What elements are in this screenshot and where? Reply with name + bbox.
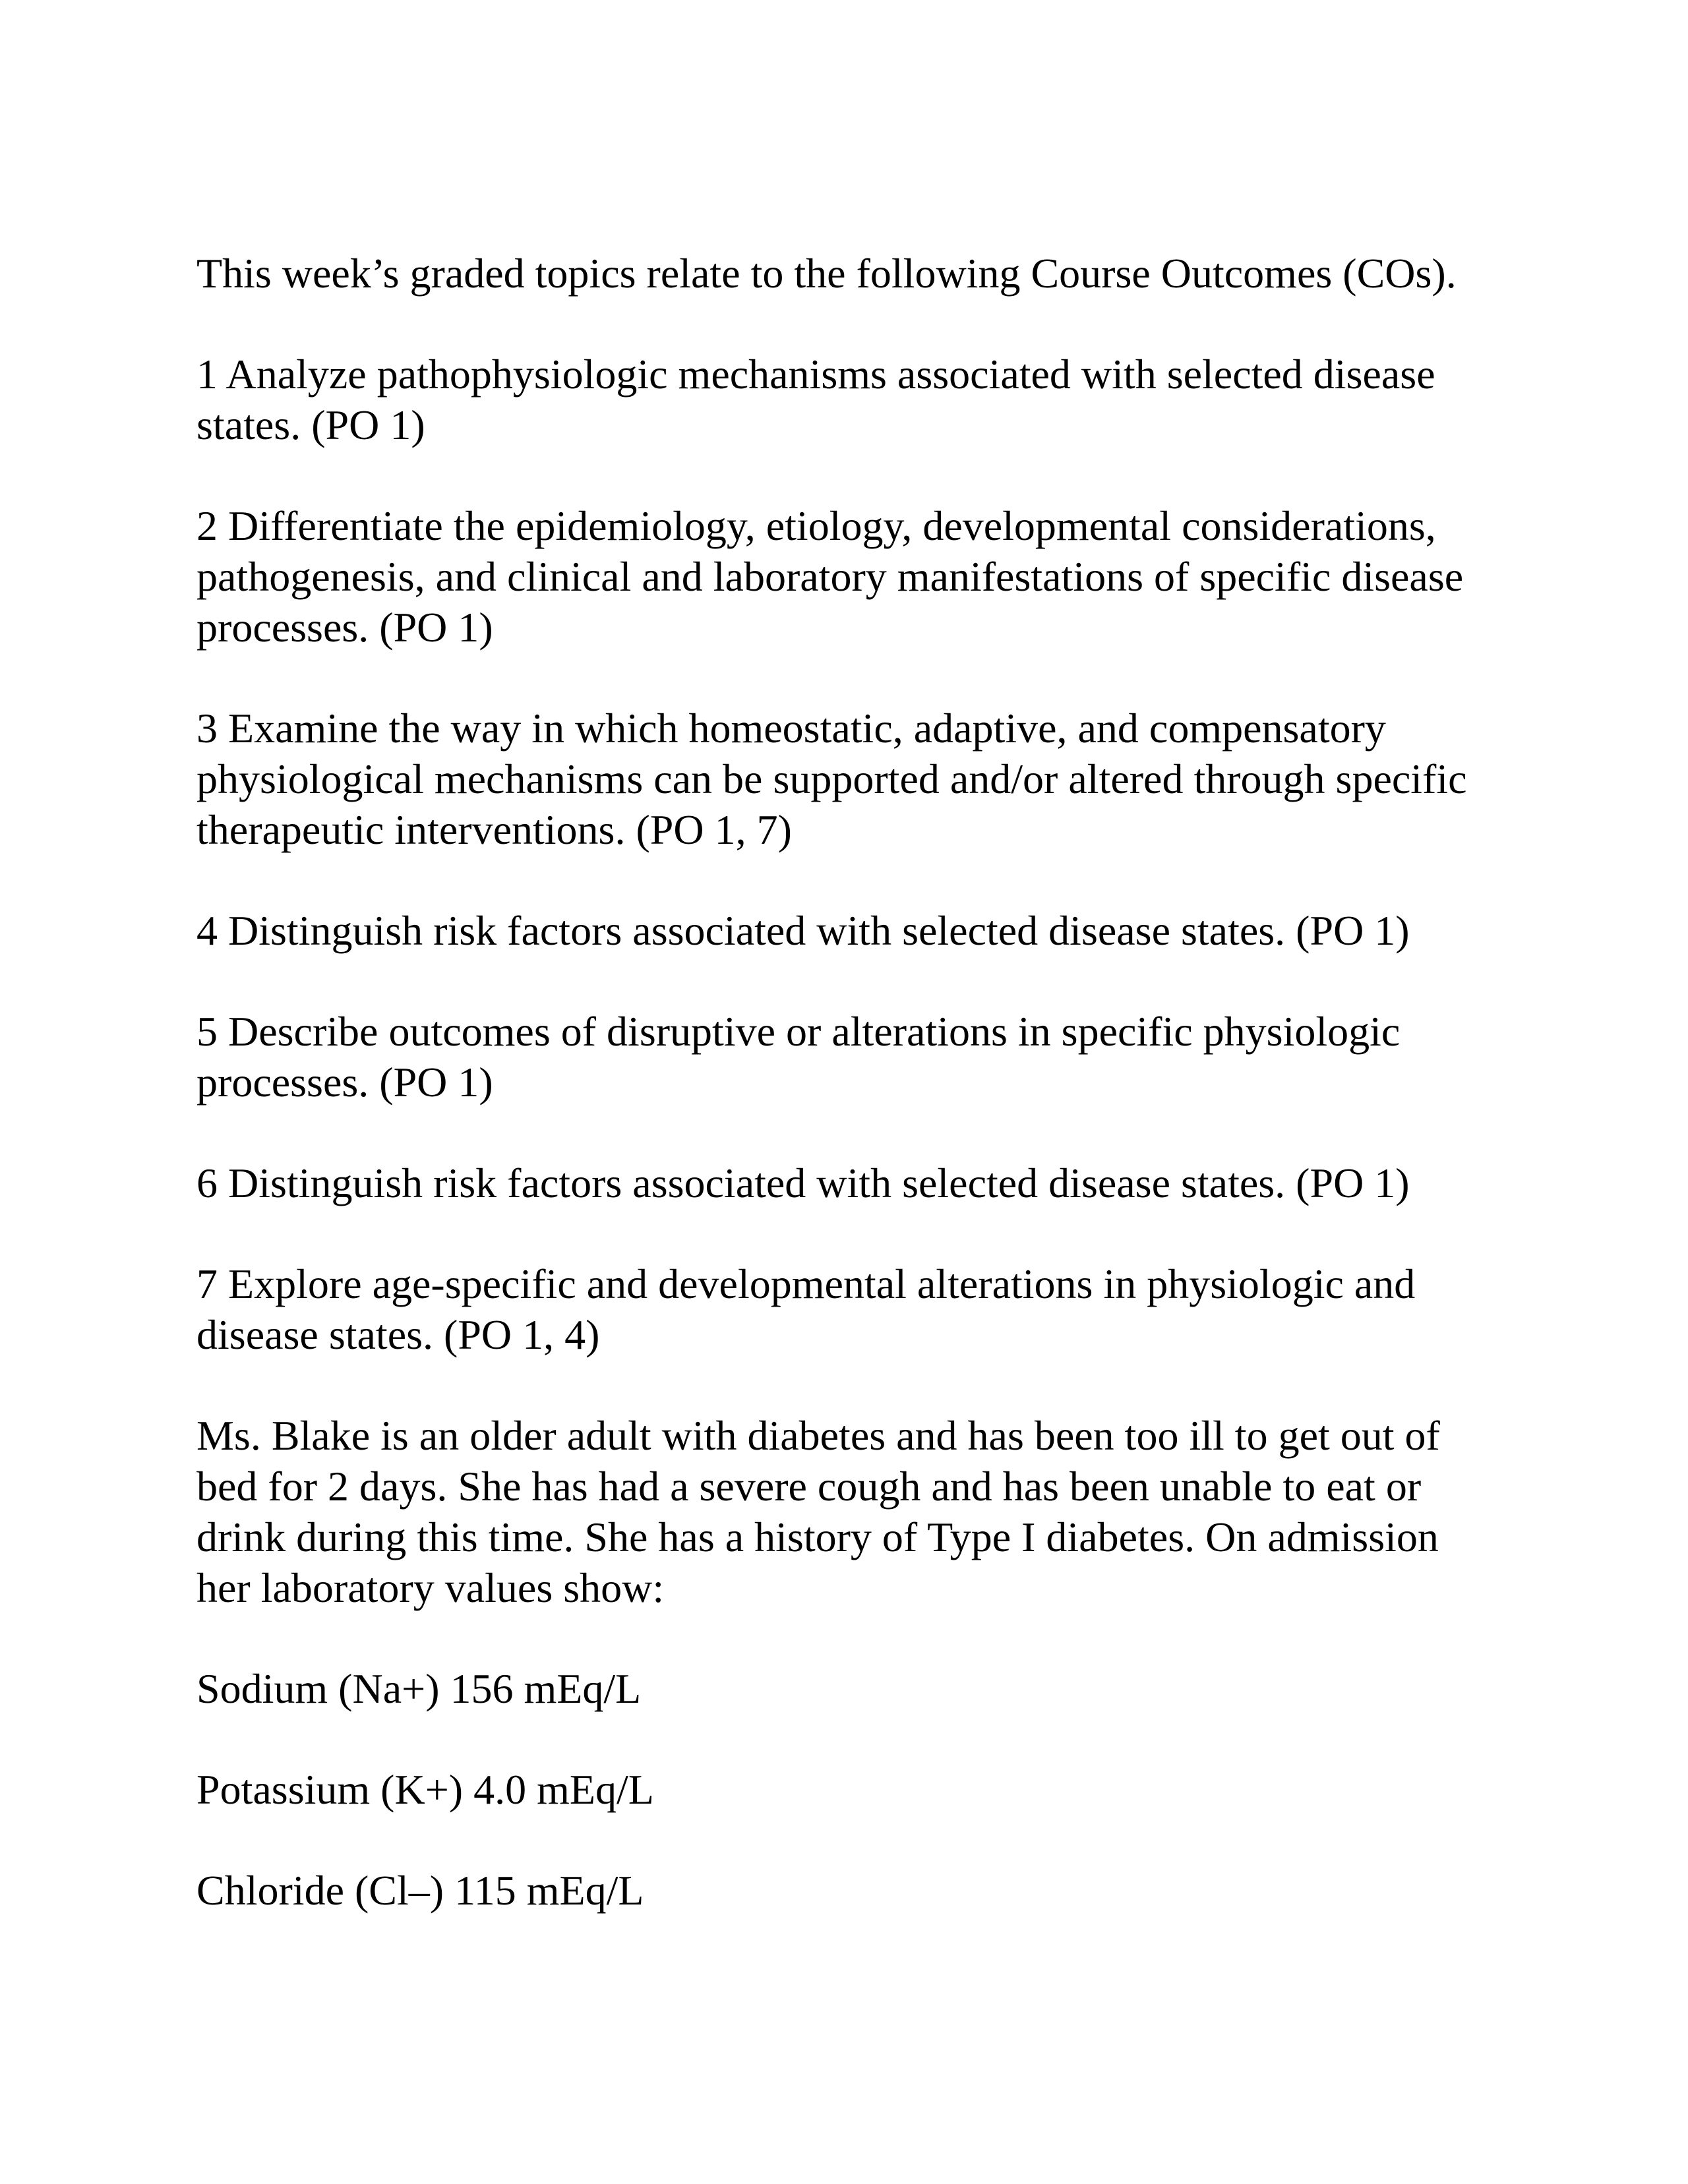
case-scenario-paragraph: Ms. Blake is an older adult with diabetes and has been too ill to get out of bed for 2 days. She has had a severe cough and has been unable to eat or drink during this time. She has a history of Type I diabetes. On admission her laboratory values show: [196,1412,1440,1611]
course-outcome-7: 7 Explore age-specific and developmental alterations in physiologic and disease states. (PO 1, 4) [196,1260,1416,1358]
lab-value-sodium: Sodium (Na+) 156 mEq/L [196,1665,642,1712]
course-outcome-6: 6 Distinguish risk factors associated with selected disease states. (PO 1) [196,1160,1410,1206]
lab-value-potassium: Potassium (K+) 4.0 mEq/L [196,1766,654,1813]
course-outcome-2: 2 Differentiate the epidemiology, etiology, developmental considerations, pathogenesis, and clinical and laboratory manifestations of specific disease processes. (PO 1) [196,502,1464,651]
document-body [196,248,1502,1916]
intro-paragraph: This week’s graded topics relate to the following Course Outcomes (COs). [196,250,1457,297]
course-outcome-3: 3 Examine the way in which homeostatic, adaptive, and compensatory physiological mechanisms can be supported and/or altered through specific therapeutic interventions. (PO 1, 7) [196,705,1467,853]
lab-value-chloride: Chloride (Cl–) 115 mEq/L [196,1867,644,1914]
course-outcome-4: 4 Distinguish risk factors associated with selected disease states. (PO 1) [196,907,1410,954]
course-outcome-5: 5 Describe outcomes of disruptive or alterations in specific physiologic processes. (PO 1) [196,1008,1401,1106]
lab-values-list [196,1663,1502,1916]
course-outcome-1: 1 Analyze pathophysiologic mechanisms associated with selected disease states. (PO 1) [196,351,1435,448]
